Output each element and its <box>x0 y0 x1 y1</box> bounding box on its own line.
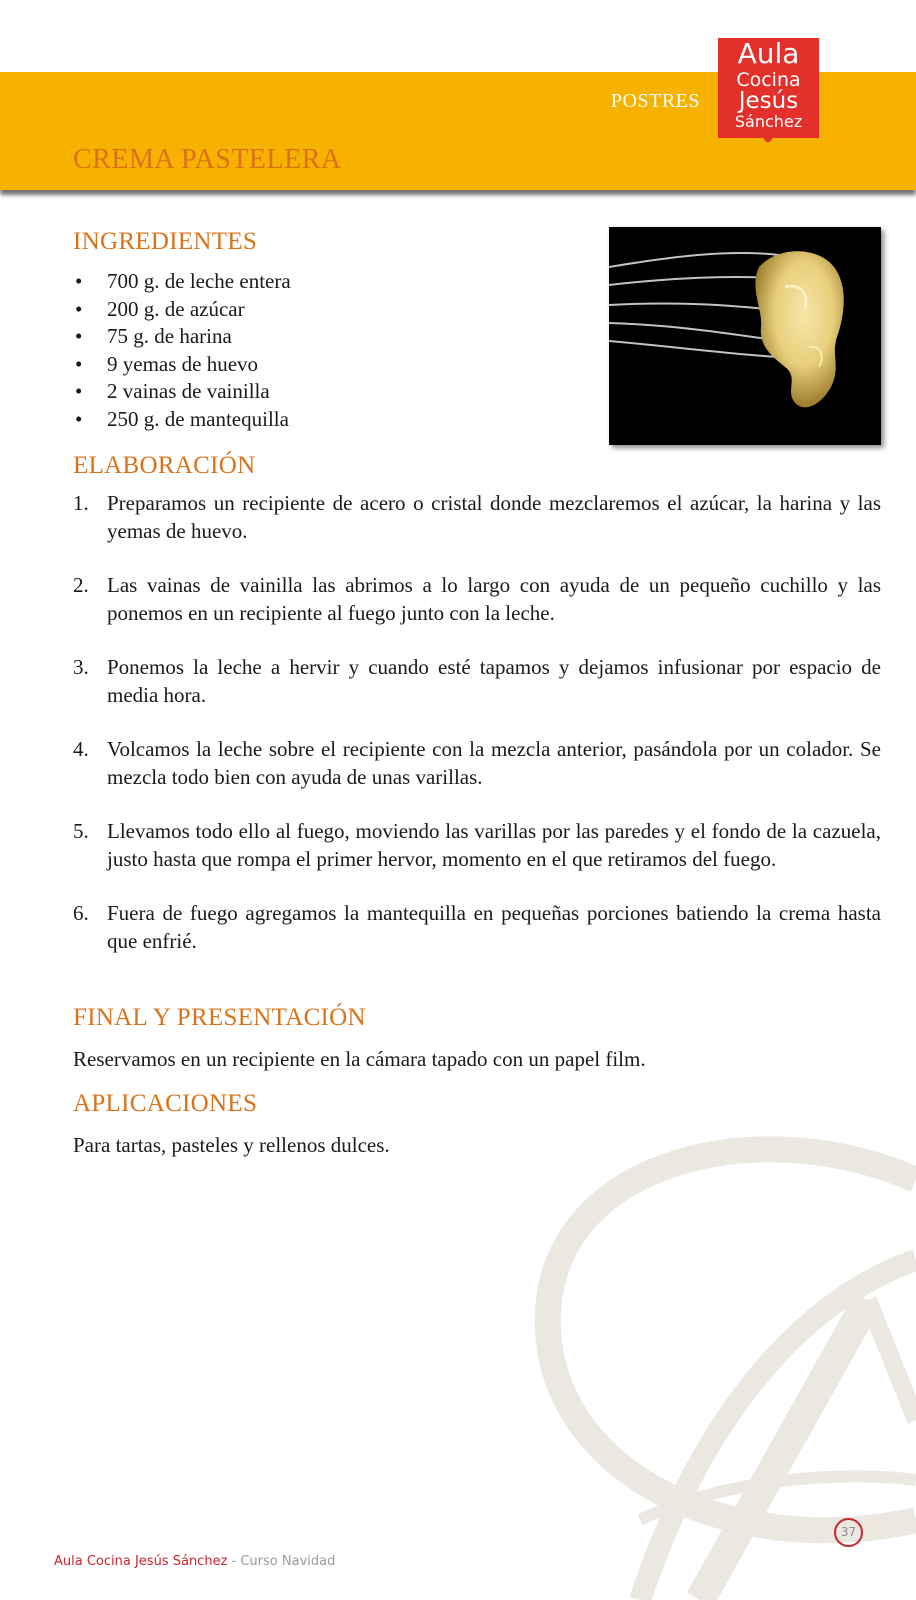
logo-line-3: Jesús <box>738 88 799 114</box>
ingredient-item: • 2 vainas de vainilla <box>73 378 573 406</box>
aplicaciones-section <box>73 1090 881 1160</box>
ingredient-item: • 75 g. de harina <box>73 323 573 351</box>
ingredients-list <box>73 268 573 433</box>
whisk-cream-photo <box>609 227 881 445</box>
ingredient-item: • 250 g. de mantequilla <box>73 406 573 434</box>
step-number: 1. <box>73 491 89 515</box>
aplicaciones-heading: APLICACIONES <box>73 1090 258 1117</box>
elaboracion-heading: ELABORACIÓN <box>73 452 256 479</box>
footer-brand: Aula Cocina Jesús Sánchez <box>54 1554 228 1569</box>
step-number: 3. <box>73 655 89 679</box>
step-item <box>73 818 881 873</box>
ingredients-heading: INGREDIENTES <box>73 228 258 255</box>
aplicaciones-text: Para tartas, pasteles y rellenos dulces. <box>73 1133 390 1157</box>
ingredient-item: • 700 g. de leche entera <box>73 268 573 296</box>
step-text: Las vainas de vainilla las abrimos a lo largo con ayuda de un pequeño cuchillo y las ponemos en un recipiente al fuego junto con la leche. <box>107 573 881 625</box>
step-text: Fuera de fuego agregamos la mantequilla en pequeñas porciones batiendo la crema hasta que enfrié. <box>107 901 881 953</box>
logo-line-4: Sánchez <box>734 112 803 131</box>
step-text: Ponemos la leche a hervir y cuando esté tapamos y dejamos infusionar por espacio de media hora. <box>107 655 881 707</box>
step-text: Preparamos un recipiente de acero o cristal donde mezclaremos el azúcar, la harina y las yemas de huevo. <box>107 491 881 543</box>
step-item <box>73 572 881 627</box>
step-item <box>73 490 881 545</box>
section-label: POSTRES <box>610 90 700 112</box>
page-number: 37 <box>834 1518 863 1547</box>
ingredient-item: • 200 g. de azúcar <box>73 296 573 324</box>
step-number: 4. <box>73 737 89 761</box>
logo-line-2: Cocina <box>736 69 801 91</box>
footer-separator: - <box>227 1554 241 1569</box>
footer-course: Curso Navidad <box>240 1554 336 1569</box>
step-item <box>73 900 881 955</box>
ingredients-section <box>73 228 573 433</box>
logo-line-1: Aula <box>737 37 800 70</box>
steps-list <box>73 490 881 955</box>
step-text: Volcamos la leche sobre el recipiente con la mezcla anterior, pasándola por un colador. Se mezcla todo bien con ayuda de unas varillas. <box>107 737 881 789</box>
step-number: 2. <box>73 573 89 597</box>
step-item <box>73 654 881 709</box>
whisk-cream-illustration <box>609 227 881 445</box>
final-heading: FINAL Y PRESENTACIÓN <box>73 1004 366 1031</box>
final-section <box>73 1004 881 1074</box>
step-number: 5. <box>73 819 89 843</box>
final-text: Reservamos en un recipiente en la cámara tapado con un papel film. <box>73 1047 646 1071</box>
logo-dot <box>764 134 772 142</box>
step-number: 6. <box>73 901 89 925</box>
footer <box>54 1554 335 1569</box>
step-text: Llevamos todo ello al fuego, moviendo las varillas por las paredes y el fondo de la cazuela, justo hasta que rompa el primer hervor, momento en el que retiramos del fuego. <box>107 819 881 871</box>
step-item <box>73 736 881 791</box>
recipe-title: CREMA PASTELERA <box>73 144 342 175</box>
elaboracion-section <box>73 452 881 982</box>
ingredient-item: • 9 yemas de huevo <box>73 351 573 379</box>
aula-cocina-logo <box>718 38 819 138</box>
